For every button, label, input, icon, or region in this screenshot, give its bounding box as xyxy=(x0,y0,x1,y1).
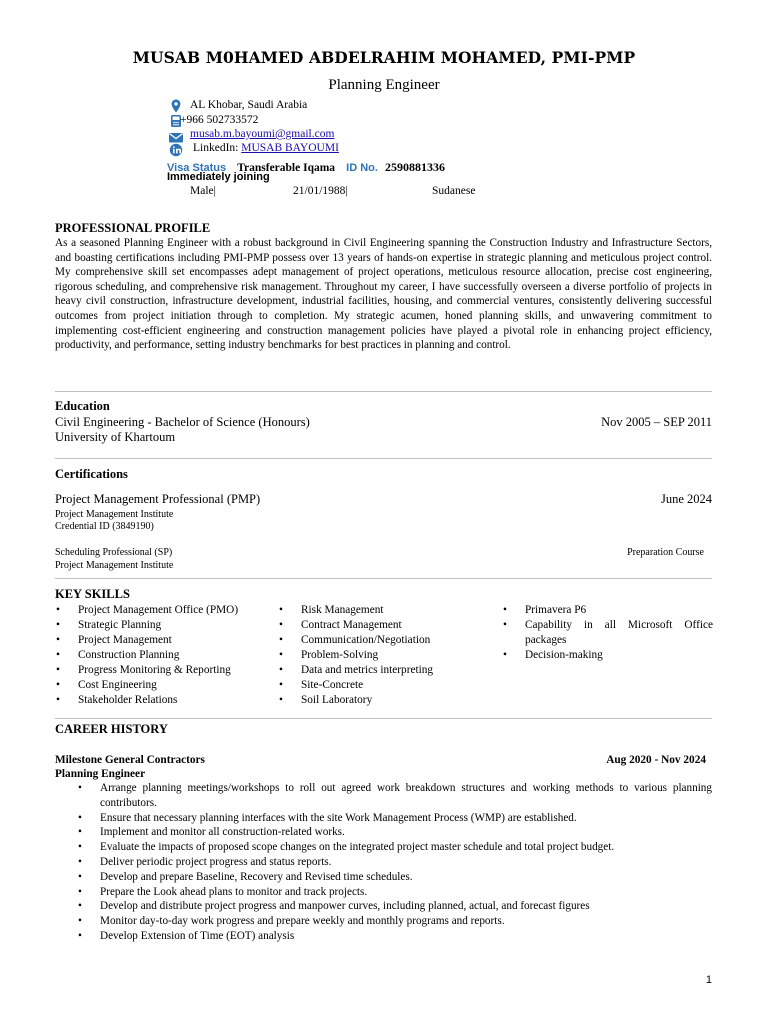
cert-issuer: Project Management Institute xyxy=(55,560,174,571)
skills-column-1 xyxy=(56,603,270,708)
profile-heading: PROFESSIONAL PROFILE xyxy=(55,221,211,235)
location-pin-icon xyxy=(169,98,183,112)
divider xyxy=(55,718,712,719)
candidate-name: MUSAB M0HAMED ABDELRAHIM MOHAMED, PMI-PMP xyxy=(132,48,636,67)
divider xyxy=(55,578,712,579)
duties-list xyxy=(78,781,712,944)
list-item: • Strategic Planning xyxy=(56,618,270,633)
availability-text: Immediately joining xyxy=(167,171,270,183)
profile-paragraph: As a seasoned Planning Engineer with a robust background in Civil Engineering spanning the Construction Industry and Infrastructure Sectors, and boasting certifications including PMI-PMP possess over 13 years of hands-on expertise in strategic planning and meticulous project control. My comprehensive skill set encompasses adept management of project operations, meticulous resource allocation, precise cost engineering, rigorous scheduling, and comprehensive risk management. Throughout my career, I have successfully overseen a diverse portfolio of projects in heavy civil construction, infrastructure development, industrial facilities, housing, and commercial ventures, consistently delivering successful outcomes from project initiation through to completion. My strategic acumen, honed planning skills, and unwavering commitment to implementing cost-efficient engineering and construction management policies have played a pivotal role in enhancing project efficiency, productivity, and performance, setting industry benchmarks for best practices in planning and control. xyxy=(55,237,712,352)
position-title: Planning Engineer xyxy=(55,768,146,780)
list-item: • Data and metrics interpreting xyxy=(279,663,493,678)
list-item: • Soil Laboratory xyxy=(279,693,493,708)
id-number-value: 2590881336 xyxy=(385,160,446,174)
page-number: 1 xyxy=(705,974,712,986)
email-link[interactable]: musab.m.bayoumi@gmail.com xyxy=(190,128,335,140)
list-item: • Evaluate the impacts of proposed scope changes on the integrated project master schedule and total project budget. xyxy=(78,840,712,855)
list-item: • Progress Monitoring & Reporting xyxy=(56,663,270,678)
dob-text: 21/01/1988| xyxy=(293,185,348,197)
divider xyxy=(55,391,712,392)
list-item: • Contract Management xyxy=(279,618,493,633)
list-item: • Problem-Solving xyxy=(279,648,493,663)
career-dates: Aug 2020 - Nov 2024 xyxy=(606,754,706,766)
linkedin-link[interactable]: MUSAB BAYOUMI xyxy=(241,142,339,154)
list-item: • Decision-making xyxy=(503,648,713,663)
list-item: • Site-Concrete xyxy=(279,678,493,693)
skills-column-2 xyxy=(279,603,493,708)
email-icon xyxy=(168,129,182,143)
certifications-heading: Certifications xyxy=(55,467,128,481)
visa-status-label: Visa Status xyxy=(167,162,227,174)
list-item: • Develop and distribute project progress and manpower curves, including planned, actual, and forecast figures xyxy=(78,899,712,914)
gender-text: Male| xyxy=(190,185,216,197)
school-text: University of Khartoum xyxy=(55,430,176,444)
list-item: • Implement and monitor all construction-related works. xyxy=(78,825,712,840)
cert-title: Project Management Professional (PMP) xyxy=(55,492,261,506)
list-item: • Construction Planning xyxy=(56,648,270,663)
linkedin-line xyxy=(193,142,339,154)
cert-issuer: Project Management Institute xyxy=(55,509,174,520)
linkedin-icon xyxy=(169,142,183,156)
skills-column-3 xyxy=(503,603,713,663)
list-item: • Prepare the Look ahead plans to monitor and track projects. xyxy=(78,885,712,900)
company-name: Milestone General Contractors xyxy=(55,754,205,766)
divider xyxy=(55,458,712,459)
list-item: • Project Management xyxy=(56,633,270,648)
list-item: • Cost Engineering xyxy=(56,678,270,693)
education-dates: Nov 2005 – SEP 2011 xyxy=(601,415,712,429)
cert-title: Scheduling Professional (SP) xyxy=(55,547,173,558)
list-item: • Develop Extension of Time (EOT) analysis xyxy=(78,929,712,944)
list-item: • Ensure that necessary planning interfaces with the site Work Management Process (WMP) are established. xyxy=(78,811,712,826)
skills-heading: KEY SKILLS xyxy=(55,587,130,601)
list-item: • Primavera P6 xyxy=(503,603,713,618)
cert-credential: Credential ID (3849190) xyxy=(55,521,154,532)
list-item: • Arrange planning meetings/workshops to roll out agreed work breakdown structures and working methods to various planning contributors. xyxy=(78,781,712,811)
id-number-label: ID No. xyxy=(346,162,378,174)
cert-date: Preparation Course xyxy=(627,547,704,558)
linkedin-label: LinkedIn: xyxy=(193,142,239,154)
career-heading: CAREER HISTORY xyxy=(55,722,168,736)
list-item: • Develop and prepare Baseline, Recovery and Revised time schedules. xyxy=(78,870,712,885)
list-item: • Deliver periodic project progress and status reports. xyxy=(78,855,712,870)
visa-status-value: Transferable Iqama xyxy=(237,162,336,174)
list-item: • Project Management Office (PMO) xyxy=(56,603,270,618)
degree-text: Civil Engineering - Bachelor of Science (Honours) xyxy=(55,415,310,429)
job-title: Planning Engineer xyxy=(328,77,440,93)
list-item: • Capability in all Microsoft Office packages xyxy=(503,618,713,648)
list-item: • Risk Management xyxy=(279,603,493,618)
list-item: • Monitor day-to-day work progress and prepare weekly and monthly programs and reports. xyxy=(78,914,712,929)
list-item: • Stakeholder Relations xyxy=(56,693,270,708)
phone-text: +966 502733572 xyxy=(180,114,259,126)
location-text: AL Khobar, Saudi Arabia xyxy=(190,99,308,111)
education-heading: Education xyxy=(55,399,110,413)
list-item: • Communication/Negotiation xyxy=(279,633,493,648)
nationality-text: Sudanese xyxy=(432,185,476,197)
cert-date: June 2024 xyxy=(660,492,712,506)
